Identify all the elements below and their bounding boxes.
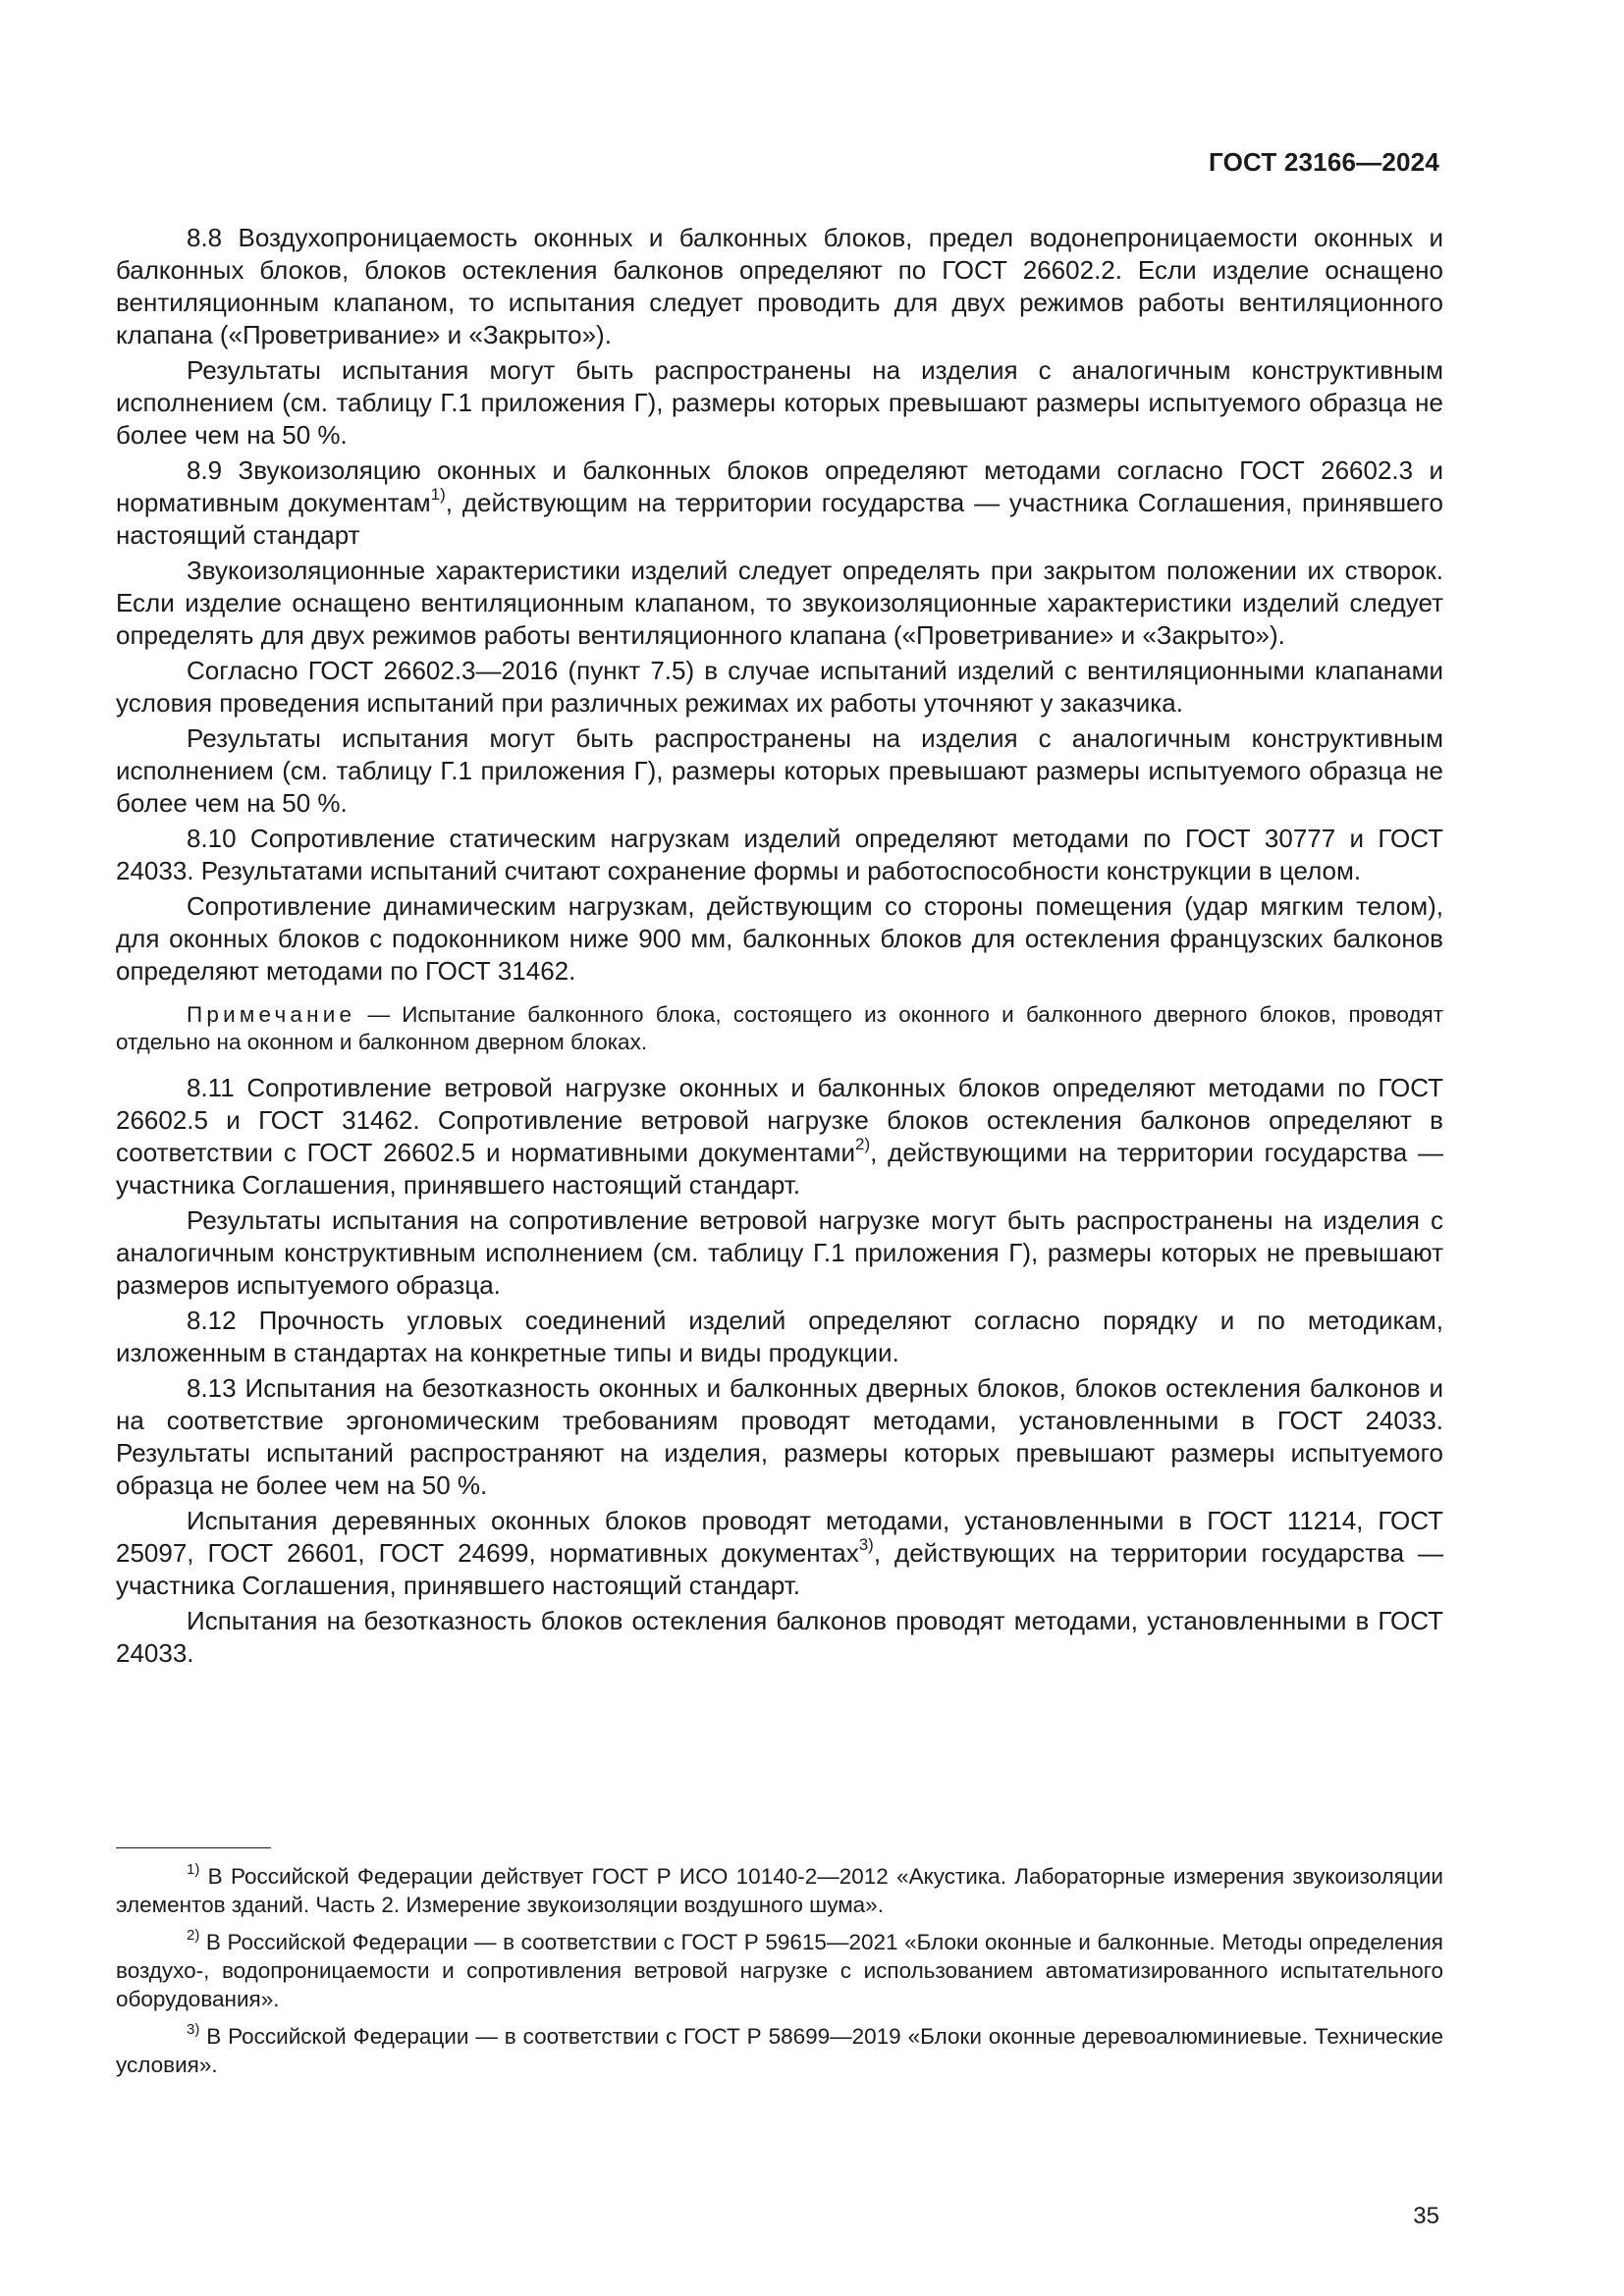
footnote-text: В Российской Федерации — в соответствии с ГОСТ Р 59615—2021 «Блоки оконные и балконные. Методы определения воздухо-, водопроницаемости и сопротивления ветровой нагрузке с использованием автоматизированного испытательного оборудования». — [116, 1930, 1443, 2011]
paragraph-8-12: 8.12 Прочность угловых соединений изделий определяют согласно порядку и по методикам, изложенным в стандартах на конкретные типы и виды продукции. — [116, 1306, 1443, 1367]
footnote-2 — [116, 1928, 1443, 2013]
note — [116, 1001, 1443, 1056]
footnote-mark: 2) — [187, 1926, 200, 1944]
paragraph-text: 8.11 Сопротивление ветровой нагрузке оконных и балконных блоков определяют методами по ГОСТ 26602.5 и ГОСТ 31462. Сопротивление ветровой нагрузке блоков остекления балконов определяют в соответствии с ГОСТ 26602.5 и нормативными документами — [116, 1073, 1443, 1167]
paragraph: Результаты испытания на сопротивление ветровой нагрузке могут быть распространены на изделия с аналогичным конструктивным исполнением (см. таблицу Г.1 приложения Г), размеры которых не превышают размеров испытуемого образца. — [116, 1205, 1443, 1300]
paragraph: Согласно ГОСТ 26602.3—2016 (пункт 7.5) в случае испытаний изделий с вентиляционными клапанами условия проведения испытаний при различных режимах их работы уточняют у заказчика. — [116, 656, 1443, 718]
footnote-3 — [116, 2022, 1443, 2079]
note-label: Примечание — [187, 1002, 356, 1027]
footnotes — [116, 1847, 1443, 2088]
paragraph: Результаты испытания могут быть распространены на изделия с аналогичным конструктивным исполнением (см. таблицу Г.1 приложения Г), размеры которых превышают размеры испытуемого образца не более чем на 50 %. — [116, 355, 1443, 450]
paragraph-text: , действующих на территории государства — участника Соглашения, принявшего настоящий стандарт. — [116, 1538, 1443, 1600]
footnote-mark: 1) — [187, 1860, 200, 1878]
footnote-ref-2: 2) — [855, 1135, 871, 1154]
paragraph-8-13: 8.13 Испытания на безотказность оконных и балконных дверных блоков, блоков остекления балконов и на соответствие эргономическим требованиям проводят методами, установленными в ГОСТ 24033. Результаты испытаний распространяют на изделия, размеры которых превышают размеры испытуемого образца не более чем на 50 %. — [116, 1373, 1443, 1500]
paragraph: Звукоизоляционные характеристики изделий следует определять при закрытом положении их створок. Если изделие оснащено вентиляционным клапаном, то звукоизоляционные характеристики изделий следует определять для двух режимов работы вентиляционного клапана («Проветривание» и «Закрыто»). — [116, 556, 1443, 650]
footnote-divider — [116, 1847, 271, 1848]
footnote-text: В Российской Федерации действует ГОСТ Р ИСО 10140-2—2012 «Акустика. Лабораторные измерения звукоизоляции элементов зданий. Часть 2. Измерение звукоизоляции воздушного шума». — [116, 1864, 1443, 1917]
paragraph-8-11 — [116, 1072, 1443, 1201]
footnote-ref-3: 3) — [858, 1535, 874, 1555]
paragraph-text: , действующими на территории государства — участника Соглашения, принявшего настоящий стандарт. — [116, 1138, 1443, 1200]
page-number: 35 — [1413, 2203, 1439, 2229]
paragraph-8-9 — [116, 454, 1443, 552]
paragraph: Результаты испытания могут быть распространены на изделия с аналогичным конструктивным исполнением (см. таблицу Г.1 приложения Г), размеры которых превышают размеры испытуемого образца не более чем на 50 %. — [116, 723, 1443, 818]
footnote-text: В Российской Федерации — в соответствии с ГОСТ Р 58699—2019 «Блоки оконные деревоалюминиевые. Технические условия». — [116, 2024, 1443, 2077]
footnote-mark: 3) — [187, 2020, 200, 2038]
paragraph-8-10: 8.10 Сопротивление статическим нагрузкам изделий определяют методами по ГОСТ 30777 и ГОСТ 24033. Результатами испытаний считают сохранение формы и работоспособности конструкции в целом. — [116, 824, 1443, 885]
paragraph-text: Испытания деревянных оконных блоков проводят методами, установленными в ГОСТ 11214, ГОСТ 25097, ГОСТ 26601, ГОСТ 24699, нормативных документах — [116, 1506, 1443, 1568]
paragraph-8-8: 8.8 Воздухопроницаемость оконных и балконных блоков, предел водонепроницаемости оконных и балконных блоков, блоков остекления балконов определяют по ГОСТ 26602.2. Если изделие оснащено вентиляционным клапаном, то испытания следует проводить для двух режимов работы вентиляционного клапана («Проветривание» и «Закрыто»). — [116, 223, 1443, 349]
footnote-ref-1: 1) — [430, 485, 446, 505]
paragraph — [116, 1505, 1443, 1602]
paragraph: Испытания на безотказность блоков остекления балконов проводят методами, установленными в ГОСТ 24033. — [116, 1606, 1443, 1668]
paragraph-text: , действующим на территории государства — участника Соглашения, принявшего настоящий стандарт — [116, 488, 1443, 550]
body-text — [116, 222, 1443, 1673]
paragraph-text: 8.9 Звукоизоляцию оконных и балконных блоков определяют методами согласно ГОСТ 26602.3 и нормативным документам — [116, 455, 1443, 517]
note-text: — Испытание балконного блока, состоящего из оконного и балконного дверного блоков, проводят отдельно на оконном и балконном дверном блоках. — [116, 1002, 1443, 1054]
footnote-1 — [116, 1862, 1443, 1919]
document-header: ГОСТ 23166—2024 — [1209, 147, 1439, 177]
paragraph: Сопротивление динамическим нагрузкам, действующим со стороны помещения (удар мягким телом), для оконных блоков с подоконником ниже 900 мм, балконных блоков для остекления французских балконов определяют методами по ГОСТ 31462. — [116, 891, 1443, 986]
